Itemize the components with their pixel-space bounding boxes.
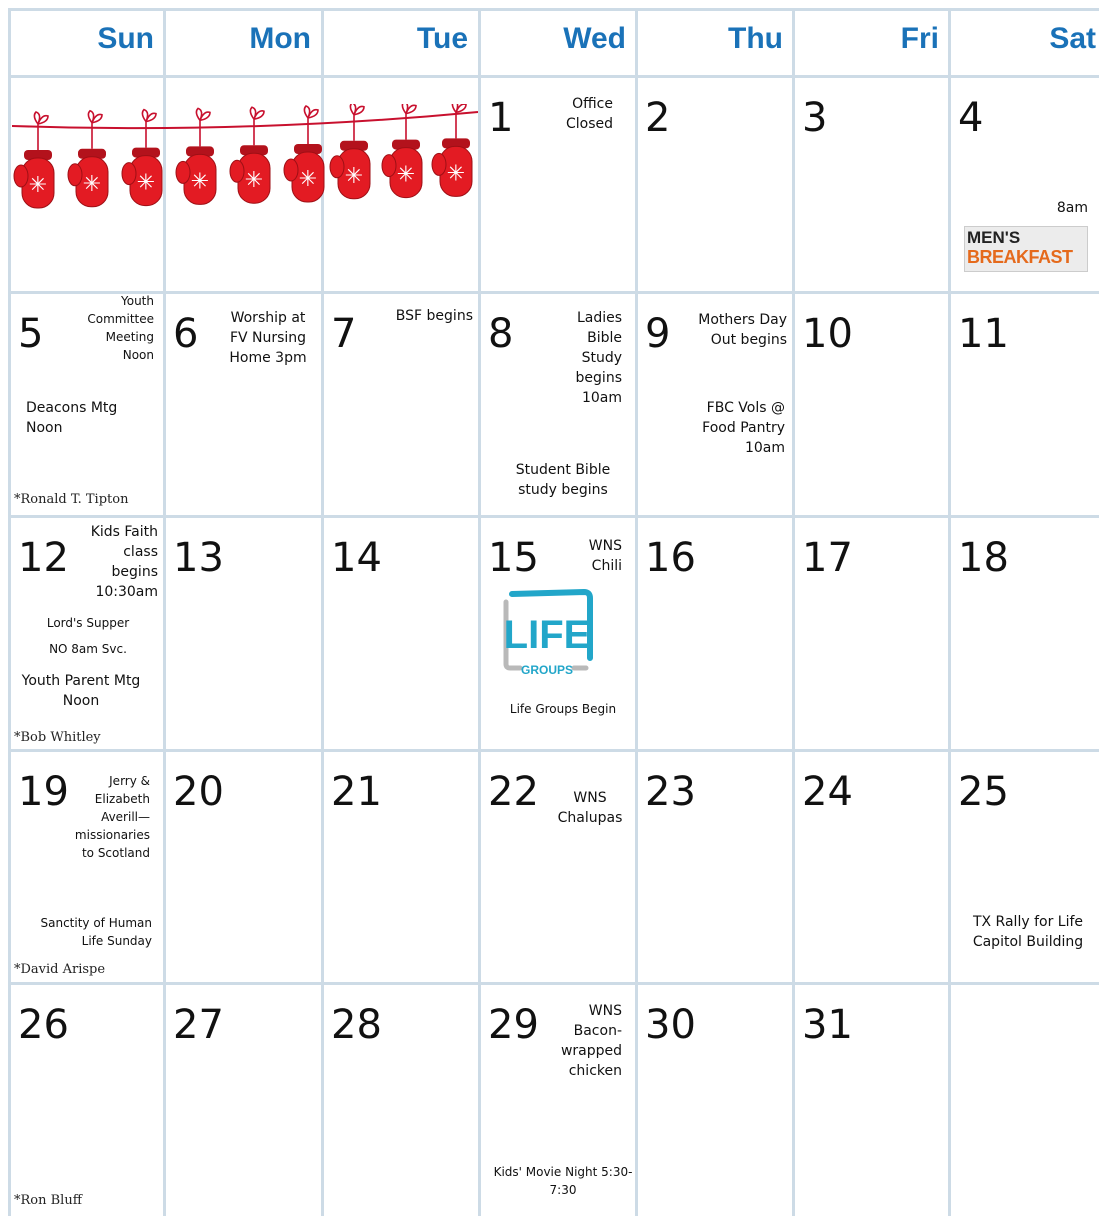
day-cell-24[interactable] xyxy=(792,752,948,982)
date-number: 26 xyxy=(18,1002,69,1048)
date-number: 13 xyxy=(173,535,224,581)
event-text: TX Rally for Life Capitol Building xyxy=(972,914,1084,950)
day-cell-14[interactable] xyxy=(321,518,478,749)
date-number: 21 xyxy=(331,769,382,815)
date-number: 24 xyxy=(802,769,853,815)
day-cell-5[interactable] xyxy=(8,294,163,515)
event-text: BSF begins xyxy=(395,308,473,324)
day-cell-2[interactable] xyxy=(635,78,792,291)
event-text: Ladies Bible Study begins 10am xyxy=(575,310,622,406)
event-text: Kids Faith class begins 10:30am xyxy=(90,524,158,600)
event-text: Kids' Movie Night 5:30-7:30 xyxy=(493,1165,633,1197)
date-number: 9 xyxy=(645,311,671,357)
date-number: 2 xyxy=(645,95,671,141)
date-number: 30 xyxy=(645,1002,696,1048)
date-number: 6 xyxy=(173,311,199,357)
event-text: Youth Committee Meeting Noon xyxy=(87,294,154,362)
date-number: 14 xyxy=(331,535,382,581)
date-number: 3 xyxy=(802,95,828,141)
grid-line xyxy=(8,8,1099,11)
date-number: 10 xyxy=(802,311,853,357)
day-cell-15[interactable] xyxy=(478,518,635,749)
date-number: 11 xyxy=(958,311,1009,357)
svg-text:✳: ✳ xyxy=(344,163,364,189)
day-cell-28[interactable] xyxy=(321,985,478,1216)
day-cell-22[interactable] xyxy=(478,752,635,982)
day-header-sat: Sat xyxy=(1049,22,1096,55)
day-header-mon: Mon xyxy=(249,22,311,55)
day-cell-17[interactable] xyxy=(792,518,948,749)
day-cell-empty xyxy=(948,985,1099,1216)
day-cell-16[interactable] xyxy=(635,518,792,749)
day-cell-26[interactable] xyxy=(8,985,163,1216)
date-number: 8 xyxy=(488,311,514,357)
event-text: Life Groups Begin xyxy=(509,702,617,716)
day-cell-20[interactable] xyxy=(163,752,321,982)
birthday-text: *David Arispe xyxy=(14,962,106,977)
date-number: 23 xyxy=(645,769,696,815)
mitten-icon xyxy=(122,110,162,206)
event-text: WNS Bacon-wrapped chicken xyxy=(560,1003,622,1079)
day-cell-23[interactable] xyxy=(635,752,792,982)
event-text: Deacons Mtg Noon xyxy=(26,400,118,436)
event-text: Office Closed xyxy=(565,96,613,132)
svg-text:✳: ✳ xyxy=(244,168,264,194)
date-number: 19 xyxy=(18,769,69,815)
date-number: 27 xyxy=(173,1002,224,1048)
day-cell-9[interactable] xyxy=(635,294,792,515)
event-text: Sanctity of Human Life Sunday xyxy=(40,916,152,948)
day-cell-31[interactable] xyxy=(792,985,948,1216)
date-number: 17 xyxy=(802,535,853,581)
day-cell-21[interactable] xyxy=(321,752,478,982)
birthday-text: *Ronald T. Tipton xyxy=(14,492,129,507)
logo-text: LIFE xyxy=(503,613,591,657)
date-number: 20 xyxy=(173,769,224,815)
event-text: Lord's Supper xyxy=(46,616,130,630)
day-cell-3[interactable] xyxy=(792,78,948,291)
date-number: 4 xyxy=(958,95,984,141)
day-cell-11[interactable] xyxy=(948,294,1099,515)
date-number: 1 xyxy=(488,95,514,141)
day-cell-18[interactable] xyxy=(948,518,1099,749)
birthday-text: *Bob Whitley xyxy=(14,730,101,745)
day-header-sun: Sun xyxy=(97,22,154,55)
date-number: 15 xyxy=(488,535,539,581)
svg-text:✳: ✳ xyxy=(396,162,416,188)
day-header-thu: Thu xyxy=(728,22,783,55)
day-cell-27[interactable] xyxy=(163,985,321,1216)
mittens-row xyxy=(12,104,478,222)
date-number: 28 xyxy=(331,1002,382,1048)
date-number: 25 xyxy=(958,769,1009,815)
birthday-text: *Ron Bluff xyxy=(14,1193,82,1208)
day-cell-8[interactable] xyxy=(478,294,635,515)
event-text: WNS Chili xyxy=(588,538,622,574)
mitten-icon xyxy=(330,104,370,199)
svg-text:✳: ✳ xyxy=(28,173,48,198)
day-header-tue: Tue xyxy=(416,22,468,55)
date-number: 18 xyxy=(958,535,1009,581)
day-cell-4[interactable] xyxy=(948,78,1099,291)
event-time: 8am xyxy=(1056,200,1088,216)
svg-text:✳: ✳ xyxy=(190,169,210,195)
date-number: 12 xyxy=(18,535,69,581)
day-header-wed: Wed xyxy=(563,22,626,55)
day-cell-25[interactable] xyxy=(948,752,1099,982)
date-number: 29 xyxy=(488,1002,539,1048)
day-cell-30[interactable] xyxy=(635,985,792,1216)
day-header-fri: Fri xyxy=(900,22,939,55)
mitten-icon xyxy=(284,106,324,202)
calendar-grid xyxy=(8,8,1099,1216)
date-number: 16 xyxy=(645,535,696,581)
day-cell-7[interactable] xyxy=(321,294,478,515)
mitten-icon xyxy=(176,108,216,204)
logo-text: GROUPS xyxy=(520,663,574,677)
day-cell-29[interactable] xyxy=(478,985,635,1216)
life-groups-logo xyxy=(498,588,596,684)
date-number: 22 xyxy=(488,769,539,815)
day-cell-10[interactable] xyxy=(792,294,948,515)
event-text: WNS Chalupas xyxy=(557,790,623,826)
svg-text:✳: ✳ xyxy=(446,161,466,187)
day-cell-19[interactable] xyxy=(8,752,163,982)
event-text: Mothers Day Out begins xyxy=(698,312,787,348)
event-text: Youth Parent Mtg Noon xyxy=(21,673,141,709)
date-number: 31 xyxy=(802,1002,853,1048)
mitten-icon xyxy=(230,107,270,203)
mitten-icon xyxy=(68,111,108,207)
svg-text:✳: ✳ xyxy=(82,171,102,197)
svg-text:✳: ✳ xyxy=(136,170,156,196)
event-text: Worship at FV Nursing Home 3pm xyxy=(229,310,307,366)
event-text: FBC Vols @ Food Pantry 10am xyxy=(702,400,785,456)
mens-breakfast-logo xyxy=(964,226,1088,272)
event-text: Student Bible study begins xyxy=(515,462,611,498)
svg-text:✳: ✳ xyxy=(298,167,318,192)
day-cell-12[interactable] xyxy=(8,518,163,749)
event-text: NO 8am Svc. xyxy=(49,642,127,656)
day-cell-1[interactable] xyxy=(478,78,635,291)
mitten-icon xyxy=(432,104,472,196)
date-number: 5 xyxy=(18,311,44,357)
event-text: Jerry & Elizabeth Averill— missionaries to Scotland xyxy=(74,774,150,860)
logo-text: MEN'S xyxy=(967,228,1021,247)
logo-text: BREAKFAST xyxy=(967,247,1073,267)
day-cell-13[interactable] xyxy=(163,518,321,749)
day-cell-6[interactable] xyxy=(163,294,321,515)
date-number: 7 xyxy=(331,311,357,357)
